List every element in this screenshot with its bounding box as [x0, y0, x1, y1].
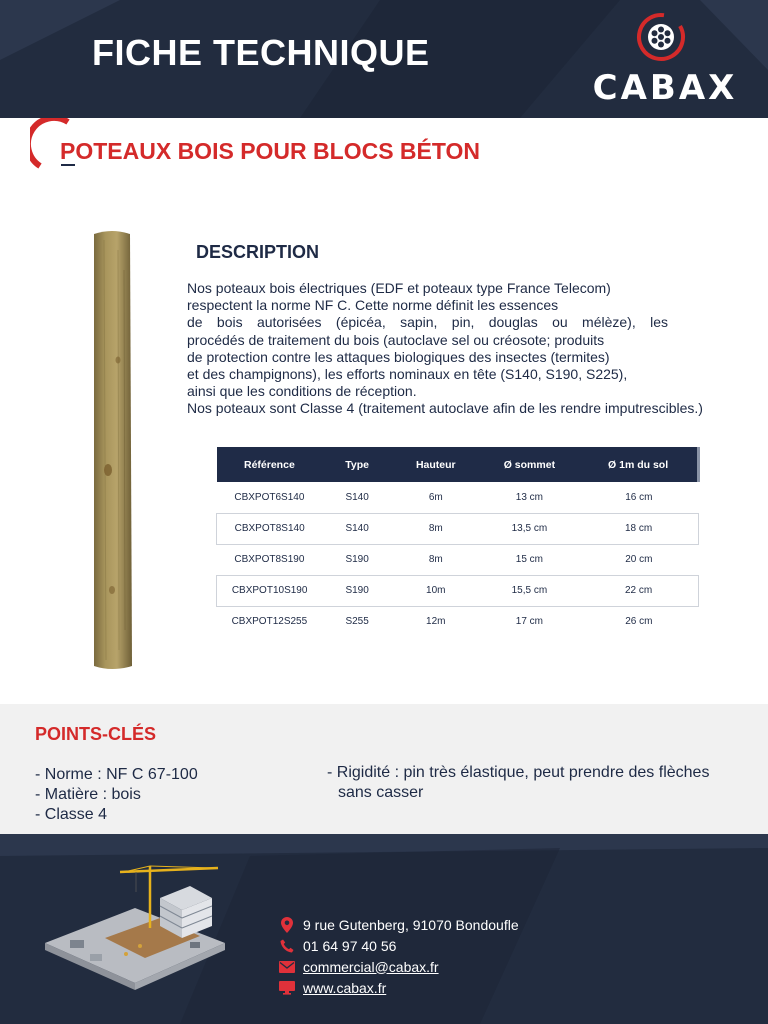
description-line: de bois autorisées (épicéa, sapin, pin, douglas ou mélèze), les	[187, 314, 668, 331]
phone-icon	[278, 938, 296, 954]
header-ground-diameter: Ø 1m du sol	[579, 447, 698, 482]
email-link[interactable]: commercial@cabax.fr	[303, 958, 439, 975]
cell-type: S140	[345, 491, 369, 503]
description-line: Nos poteaux bois électriques (EDF et poteaux type France Telecom)	[187, 280, 611, 296]
cell-top-diameter: 15,5 cm	[480, 575, 580, 606]
contact-list	[278, 914, 519, 998]
phone-text[interactable]: 01 64 97 40 56	[303, 937, 397, 954]
key-points-section	[0, 704, 768, 834]
product-title-block	[30, 118, 730, 178]
table-row	[217, 482, 699, 513]
key-point-item: - Norme : NF C 67-100	[35, 766, 198, 783]
header-type: Type	[322, 447, 392, 482]
cell-reference: CBXPOT8S140	[217, 513, 323, 544]
description-line: et des champignons), les efforts nominaux en tête (S140, S190, S225),	[187, 366, 628, 383]
website-link[interactable]: www.cabax.fr	[303, 979, 387, 996]
cell-height: 6m	[428, 491, 443, 503]
header-reference: Référence	[217, 447, 323, 482]
cell-reference: CBXPOT12S255	[231, 616, 308, 628]
cell-ground-diameter: 18 cm	[579, 513, 698, 544]
cell-reference: CBXPOT10S190	[217, 575, 323, 606]
cell-reference: CBXPOT8S190	[234, 554, 305, 565]
cell-ground-diameter: 22 cm	[579, 575, 698, 606]
document-title: FICHE TECHNIQUE	[92, 32, 430, 73]
cell-type: S190	[322, 575, 392, 606]
wooden-pole-image	[88, 230, 136, 670]
cell-height: 8m	[392, 513, 480, 544]
location-pin-icon	[278, 917, 296, 933]
specification-table	[216, 447, 700, 637]
key-points-heading: POINTS-CLÉS	[35, 724, 157, 744]
monitor-icon	[278, 980, 296, 996]
logo-wordmark: CABAX	[592, 68, 738, 108]
description-line: de protection contre les attaques biologiques des insectes (termites)	[187, 348, 610, 365]
construction-site-illustration	[40, 858, 230, 998]
contact-phone	[278, 935, 519, 956]
description-heading: DESCRIPTION	[196, 242, 320, 262]
description-line: procédés de traitement du bois (autoclave sel ou créosote; produits	[187, 331, 605, 348]
cell-top-diameter: 13 cm	[515, 491, 544, 503]
table-row	[217, 606, 699, 637]
contact-address	[278, 914, 519, 935]
cell-type: S140	[322, 513, 392, 544]
address-text: 9 rue Gutenberg, 91070 Bondoufle	[303, 916, 519, 933]
header-top-diameter: Ø sommet	[480, 447, 580, 482]
cell-height: 12m	[426, 616, 446, 628]
mail-icon	[278, 959, 296, 975]
product-title: POTEAUX BOIS POUR BLOCS BÉTON	[60, 138, 481, 164]
cell-height: 8m	[428, 554, 443, 565]
cell-top-diameter: 15 cm	[515, 554, 544, 565]
key-points-left-list	[35, 765, 198, 825]
description-text	[187, 280, 767, 418]
cell-top-diameter: 17 cm	[515, 616, 544, 628]
header	[0, 0, 768, 118]
title-underline	[61, 164, 75, 166]
table-row	[217, 544, 699, 575]
cell-ground-diameter: 16 cm	[625, 491, 653, 503]
cell-top-diameter: 13,5 cm	[480, 513, 580, 544]
cable-reel-icon	[636, 12, 686, 62]
description-line: respectent la norme NF C. Cette norme définit les essences	[187, 297, 559, 314]
key-point-item: - Matière : bois	[35, 786, 141, 803]
cell-ground-diameter: 20 cm	[625, 554, 653, 565]
contact-website	[278, 977, 519, 998]
footer	[0, 834, 768, 1024]
cell-type: S190	[345, 554, 369, 565]
description-line: ainsi que les conditions de réception.	[187, 383, 417, 400]
table-row	[217, 513, 699, 544]
description-line: Nos poteaux sont Classe 4 (traitement autoclave afin de les rendre imputrescibles.)	[187, 400, 703, 417]
cell-type: S255	[345, 616, 369, 628]
cell-reference: CBXPOT6S140	[234, 491, 305, 503]
cabax-logo[interactable]	[590, 12, 740, 107]
key-point-item: - Rigidité : pin très élastique, peut prendre des flèches sans casser	[327, 764, 710, 801]
cell-ground-diameter: 26 cm	[625, 616, 653, 628]
table-header-row	[217, 447, 699, 482]
header-height: Hauteur	[392, 447, 480, 482]
contact-email	[278, 956, 519, 977]
table-row	[217, 575, 699, 606]
key-point-item: - Classe 4	[35, 806, 108, 823]
cell-height: 10m	[392, 575, 480, 606]
key-points-right-list	[327, 763, 747, 803]
